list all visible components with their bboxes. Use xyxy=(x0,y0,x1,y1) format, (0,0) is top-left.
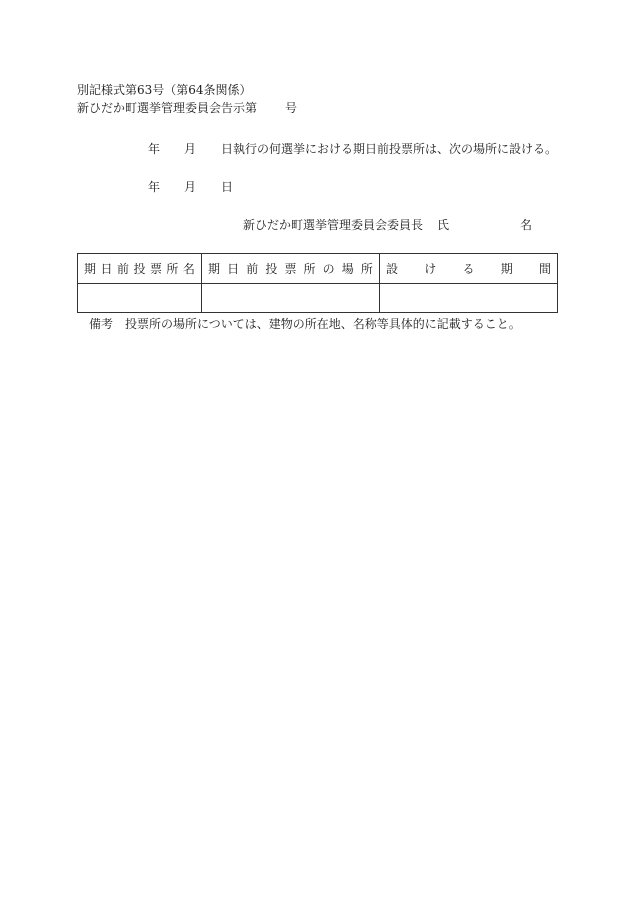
header-char: 場 xyxy=(341,261,354,276)
remark-label: 備考 xyxy=(89,317,114,331)
header-char: 名 xyxy=(182,261,195,276)
header-char: 期 xyxy=(84,261,97,276)
form-number: 別記様式第63号（第64条関係） xyxy=(77,83,252,97)
header-char: 所 xyxy=(360,261,373,276)
remark-text: 投票所の場所については、建物の所在地、名称等具体的に記載すること。 xyxy=(125,317,521,331)
signature-name-left: 氏 xyxy=(437,218,450,232)
cell-polling-place-location xyxy=(202,284,380,313)
notice-month: 月 xyxy=(184,142,197,156)
signature-title: 新ひだか町選挙管理委員会委員長 xyxy=(243,218,424,232)
header-setup-period xyxy=(380,254,558,284)
header-char: る xyxy=(462,261,475,276)
header-char: 期 xyxy=(500,261,513,276)
notice-body: 日執行の何選挙における期日前投票所は、次の場所に設ける。 xyxy=(221,142,558,156)
cell-polling-place-name xyxy=(78,284,202,313)
header-char: 所 xyxy=(166,261,179,276)
polling-place-table xyxy=(77,253,558,313)
header-char: 日 xyxy=(100,261,113,276)
notice-year: 年 xyxy=(148,142,161,156)
notice-prefix: 新ひだか町選挙管理委員会告示第 xyxy=(77,101,258,115)
header-char: 期 xyxy=(208,261,221,276)
header-char: 票 xyxy=(284,261,297,276)
signature-line xyxy=(243,218,532,232)
notice-suffix: 号 xyxy=(285,101,298,115)
notice-statement xyxy=(148,142,557,156)
header-char: 前 xyxy=(246,261,259,276)
header-char: 投 xyxy=(265,261,278,276)
header-char: 所 xyxy=(303,261,316,276)
table-row xyxy=(78,284,558,313)
header-char: け xyxy=(424,261,437,276)
header-char: 票 xyxy=(149,261,162,276)
cell-setup-period xyxy=(380,284,558,313)
header-char: 間 xyxy=(538,261,551,276)
date-month: 月 xyxy=(184,180,197,194)
header-char: 投 xyxy=(133,261,146,276)
header-char: 日 xyxy=(227,261,240,276)
notice-date xyxy=(148,180,233,194)
header-char: 前 xyxy=(116,261,129,276)
date-year: 年 xyxy=(148,180,161,194)
header-char: の xyxy=(322,261,335,276)
remark-line xyxy=(89,317,521,331)
date-day: 日 xyxy=(221,180,234,194)
header-char: 設 xyxy=(386,261,399,276)
signature-name-right: 名 xyxy=(520,218,533,232)
header-polling-place-location xyxy=(202,254,380,284)
notice-number-line xyxy=(77,101,297,115)
header-polling-place-name xyxy=(78,254,202,284)
table-header-row xyxy=(78,254,558,284)
